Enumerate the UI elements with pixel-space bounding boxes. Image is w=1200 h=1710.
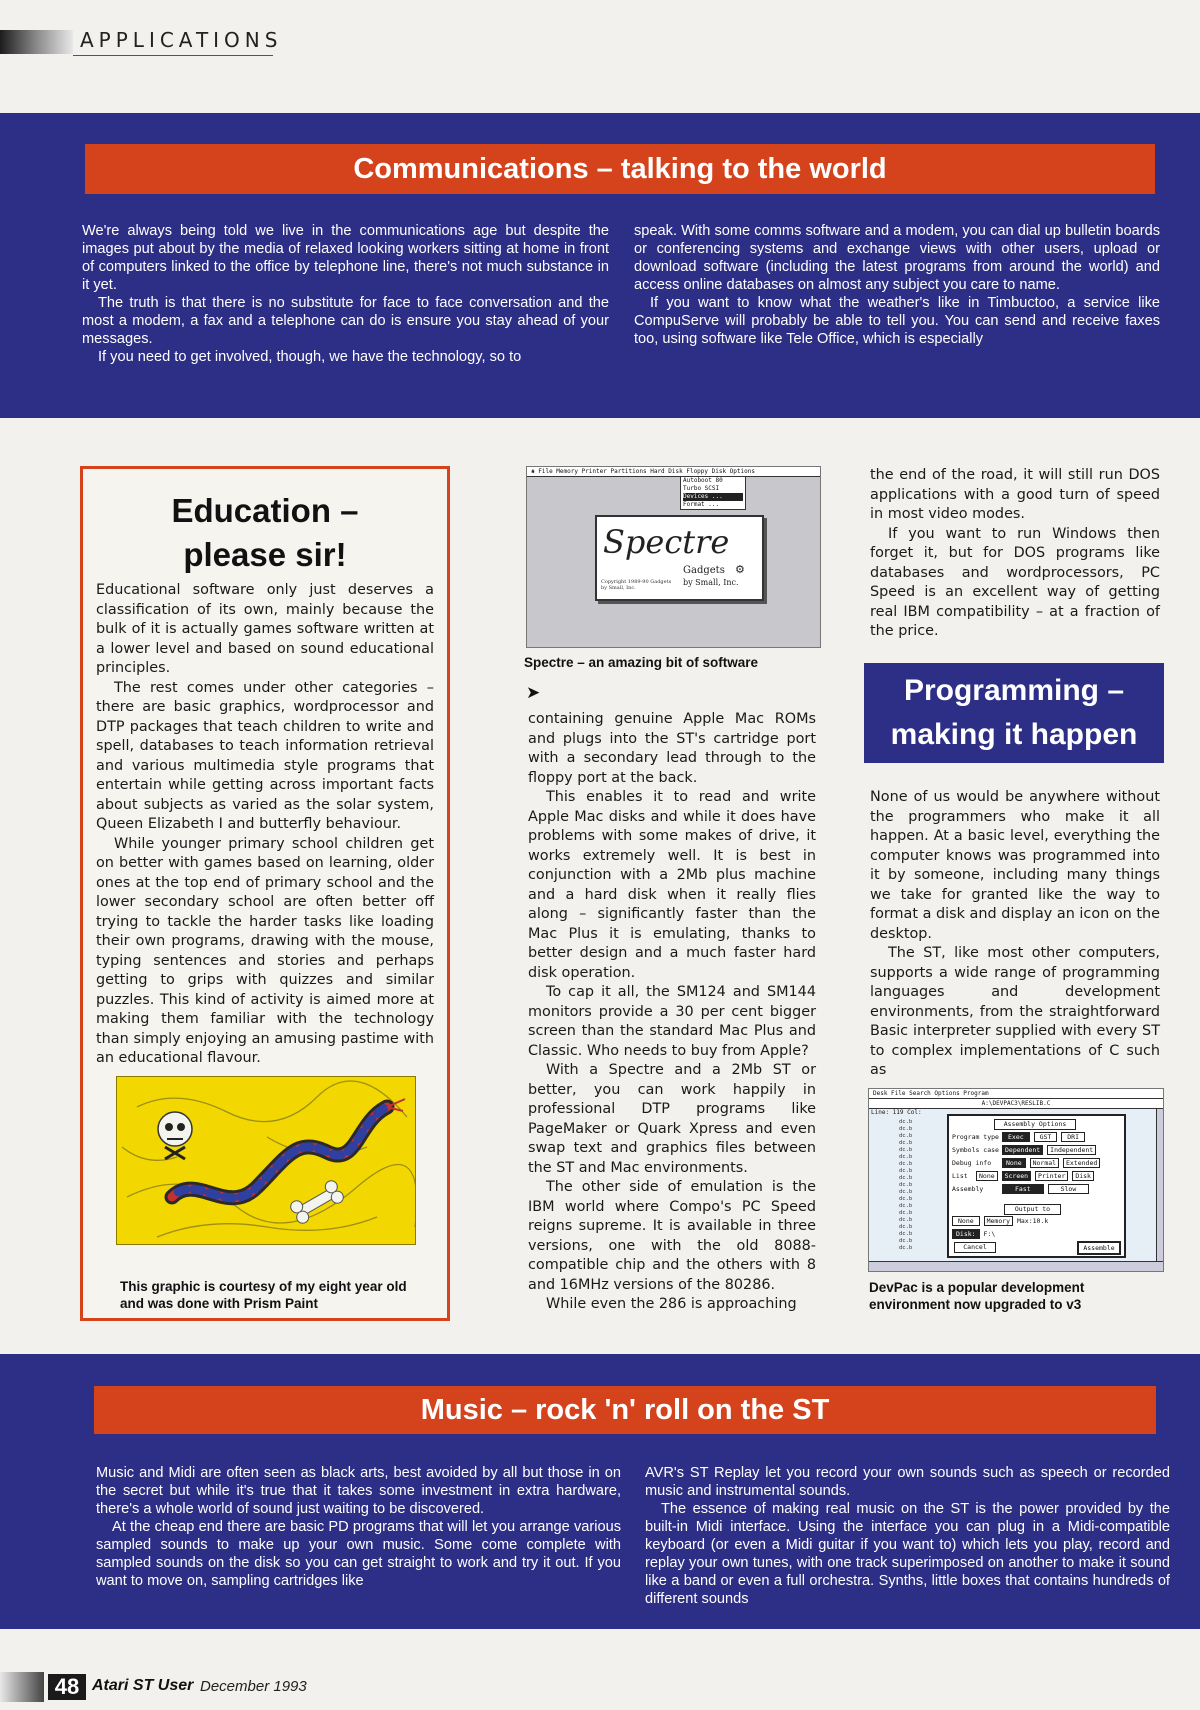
menu-item: Turbo SCSI <box>683 485 720 492</box>
music-title: Music – rock 'n' roll on the ST <box>94 1386 1156 1434</box>
magazine-name: Atari ST User <box>92 1677 194 1694</box>
communications-right-column <box>634 222 1160 348</box>
option-slow[interactable]: Slow <box>1048 1184 1090 1194</box>
education-caption: This graphic is courtesy of my eight year old and was done with Prism Paint <box>120 1279 407 1311</box>
option-label: List <box>952 1172 968 1180</box>
option-exec[interactable]: Exec <box>1002 1132 1030 1142</box>
paragraph: The essence of making real music on the ST is the power provided by the built-in Midi interface. Using the interface you can plug in a Midi-compatible keyboard (or even a Midi guitar if you want to) which lets you play, record and replay your own tunes, with one track superimposed on another to make it sound like a band or even a full orchestra. Synths, little boxes that contains hundreds of different sounds <box>645 1501 1170 1607</box>
devpac-path-bar: A:\DEVPAC3\RESLIB.C <box>869 1099 1163 1109</box>
pc-speed-text <box>870 466 1160 642</box>
prism-paint-graphic <box>116 1076 416 1245</box>
issue-date: December 1993 <box>200 1678 307 1695</box>
option-label: Debug info <box>952 1159 992 1167</box>
option-fast[interactable]: Fast <box>1002 1184 1044 1194</box>
education-text <box>96 581 434 1069</box>
programming-title <box>864 663 1164 763</box>
option-row-assembly <box>952 1185 1121 1198</box>
option-label: Assembly <box>952 1185 984 1193</box>
title-line: Programming – <box>903 674 1125 707</box>
option-label: Program type <box>952 1133 999 1141</box>
spectre-splash <box>595 515 764 601</box>
programming-text <box>870 788 1160 1081</box>
option-normal[interactable]: Normal <box>1030 1158 1059 1168</box>
devpac-caption: DevPac is a popular development environment now upgraded to v3 <box>869 1280 1085 1312</box>
paragraph: the end of the road, it will still run DOS applications with a good turn of speed in most video modes. <box>870 467 1160 522</box>
paragraph: If you need to get involved, though, we have the technology, so to <box>98 349 522 365</box>
devpac-scrollbar[interactable] <box>1156 1109 1164 1261</box>
communications-left-column <box>82 222 609 366</box>
option-independent[interactable]: Independent <box>1047 1145 1096 1155</box>
dialog-title: Assembly Options <box>994 1119 1076 1130</box>
option-none[interactable]: None <box>976 1171 998 1181</box>
page-number: 48 <box>48 1674 86 1700</box>
communications-title: Communications – talking to the world <box>85 144 1155 194</box>
option-printer[interactable]: Printer <box>1035 1171 1068 1181</box>
section-gradient-bar <box>0 30 73 54</box>
output-options <box>952 1217 1048 1225</box>
menu-item: Devices ... <box>683 493 743 501</box>
title-line: Education – <box>171 492 359 529</box>
max-size: Max:10.k <box>1016 1217 1049 1225</box>
music-left-column <box>96 1464 621 1590</box>
output-disk[interactable]: Disk: <box>952 1229 980 1239</box>
option-dri[interactable]: DRI <box>1061 1132 1085 1142</box>
paragraph: While even the 286 is approaching <box>546 1296 797 1312</box>
option-none[interactable]: None <box>1002 1158 1026 1168</box>
disk-output-row <box>952 1230 995 1238</box>
paragraph: While younger primary school children get on better with games based on learning, older ones at the top end of primary school and the lower secondary school are often better off trying to tackle the harder tasks like loading their own programs, drawing with the mouse, typing sentences and stories and perhaps getting to grips with quizzes and similar puzzles. This kind of activity is aimed more at making them familiar with the technology than simply enjoying an amusing pastime with an educational flavour. <box>96 835 434 1066</box>
cancel-button[interactable]: Cancel <box>954 1242 996 1253</box>
spectre-screenshot <box>526 466 821 648</box>
option-screen[interactable]: Screen <box>1002 1171 1031 1181</box>
education-title <box>83 489 447 577</box>
paragraph: If you want to know what the weather's like in Timbuctoo, a service like CompuServe will probably be able to tell you. You can send and receive faxes too, using software like Tele Office, which is especially <box>634 295 1160 347</box>
paragraph: To cap it all, the SM124 and SM144 monitors provide a 30 per cent bigger screen than the standard Mac Plus and Classic. Who needs to buy from Apple? <box>528 984 816 1059</box>
option-gst[interactable]: GST <box>1034 1132 1058 1142</box>
title-line: please sir! <box>183 536 347 573</box>
spectre-caption: Spectre – an amazing bit of software <box>524 655 759 670</box>
devpac-code-lines: dc.b dc.b dc.b dc.b dc.b dc.b dc.b dc.b dc.b dc.b dc.b dc.b dc.b dc.b dc.b dc.b dc.b dc.b dc.b <box>899 1119 913 1251</box>
menubar-text: File Memory Printer Partitions Hard Disk Floppy Disk Options <box>538 468 755 475</box>
music-right-column <box>645 1464 1170 1608</box>
paragraph: With a Spectre and a 2Mb ST or better, you can work happily in professional DTP programs like PageMaker or Quark Xpress and even swap text and graphics files between the ST and Mac environments. <box>528 1062 816 1176</box>
spectre-logo: Spectre <box>603 523 730 561</box>
devpac-menubar: Desk File Search Options Program <box>869 1089 1163 1099</box>
devpac-hscrollbar[interactable] <box>869 1261 1163 1272</box>
paragraph: If you want to run Windows then forget it, but for DOS programs like databases and wordprocessors, PC Speed is an excellent way of getting real IBM compatibility – at a fraction of the price. <box>870 525 1160 639</box>
output-memory[interactable]: Memory <box>984 1216 1013 1226</box>
section-label: APPLICATIONS <box>80 28 283 52</box>
paragraph: We're always being told we live in the communications age but despite the images put about by the media of relaxed looking workers sitting at home in front of computers linked to the office by telephone line, there's not much substance in it yet. <box>82 223 609 293</box>
education-box <box>80 466 450 1321</box>
paragraph: The rest comes under other categories – there are basic graphics, wordprocessor and DTP packages that teach children to write and spell, databases to teach information retrieval and various multimedia style programs that entertain while getting across important facts about subjects as varied as the solar system, Queen Elizabeth I and butterfly behaviour. <box>96 679 434 832</box>
paragraph: The ST, like most other computers, supports a wide range of programming languages and development environments, from the straightforward Basic interpreter supplied with every ST to complex implementations of C such as <box>870 945 1160 1078</box>
paragraph: The other side of emulation is the IBM world where Compo's PC Speed reigns supreme. It is available in three versions, one with the old 8088-compatible chip and the others with 8 and 16MHz versions of the 80286. <box>528 1179 816 1293</box>
paragraph: containing genuine Apple Mac ROMs and plugs into the ST's cartridge port with a secondary lead through to the floppy port at the back. <box>528 711 816 786</box>
spectre-menubar <box>527 467 820 477</box>
gadgets-icon: ⚙ <box>735 563 745 576</box>
copyright-text: Copyright 1989-90 Gadgets by Small, Inc. <box>601 579 672 591</box>
disk-path-field[interactable]: F:\ <box>983 1230 996 1238</box>
output-to-label: Output to <box>1004 1204 1061 1215</box>
assemble-button[interactable]: Assemble <box>1077 1241 1121 1255</box>
paragraph: This enables it to read and write Apple Mac disks and while it does have problems with some makes of drive, it works extremely well. It is best in conjunction with a 2Mb plus machine and a hard disk when it really flies along – significantly faster than the Mac Plus it is emulating, thanks to better design and a much faster hard disk operation. <box>528 789 816 981</box>
paragraph: The truth is that there is no substitute for face to face conversation and the most a modem, a fax and a telephone can do is ensure you stay ahead of your messages. <box>82 295 609 347</box>
continue-arrow-icon: ➤ <box>526 683 541 703</box>
atari-icon: ⍲ <box>531 468 539 475</box>
gadgets-by: by Small, Inc. <box>683 578 739 587</box>
option-disk[interactable]: Disk <box>1072 1171 1094 1181</box>
paragraph: None of us would be anywhere without the programmers who make it all happen. At a basic level, everything the computer knows was programmed into it by someone, including many things we take for granted like the way to format a disk and display an icon on the desktop. <box>870 789 1160 942</box>
paragraph: At the cheap end there are basic PD programs that will let you arrange various sampled sounds to make up your own music. Some come complete with sampled sounds on the disk so you can get straight to work and try it out. If you want to move on, sampling cartridges like <box>96 1519 621 1589</box>
devpac-screenshot <box>868 1088 1164 1272</box>
footer-gradient-bar <box>0 1672 44 1702</box>
paragraph: speak. With some comms software and a modem, you can dial up bulletin boards or conferencing systems and exchange views with other users, upload or download software (including the latest programs from around the world) and access online databases on almost any subject you care to name. <box>634 223 1160 293</box>
output-none[interactable]: None <box>952 1216 980 1226</box>
option-rows <box>952 1133 1121 1198</box>
menu-item: Format ... <box>683 501 720 508</box>
devpac-line-indicator: Line: 119 Col: <box>871 1109 922 1116</box>
section-rule <box>73 55 273 56</box>
paragraph: AVR's ST Replay let you record your own sounds such as speech or recorded music and instrumental sounds. <box>645 1465 1170 1499</box>
gadgets-label: Gadgets <box>683 565 725 576</box>
option-extended[interactable]: Extended <box>1063 1158 1100 1168</box>
snake-skull-picture <box>117 1077 415 1244</box>
assembly-options-dialog <box>947 1114 1126 1258</box>
title-line: making it happen <box>890 718 1138 751</box>
paragraph: Music and Midi are often seen as black arts, best avoided by all but those in on the secret but while it's true that it takes some investment in extra hardware, there's a whole world of sound just waiting to be discovered. <box>96 1465 621 1517</box>
option-label: Symbols case <box>952 1146 999 1154</box>
hard-disk-menu <box>680 476 746 510</box>
paragraph: Educational software only just deserves a classification of its own, mainly because the bulk of it is actually games software written at a lower level and based on sound educational principles. <box>96 582 434 676</box>
spectre-text <box>528 710 816 1315</box>
option-dependent[interactable]: Dependent <box>1002 1145 1043 1155</box>
menu-item: Autoboot 80 <box>683 477 723 484</box>
